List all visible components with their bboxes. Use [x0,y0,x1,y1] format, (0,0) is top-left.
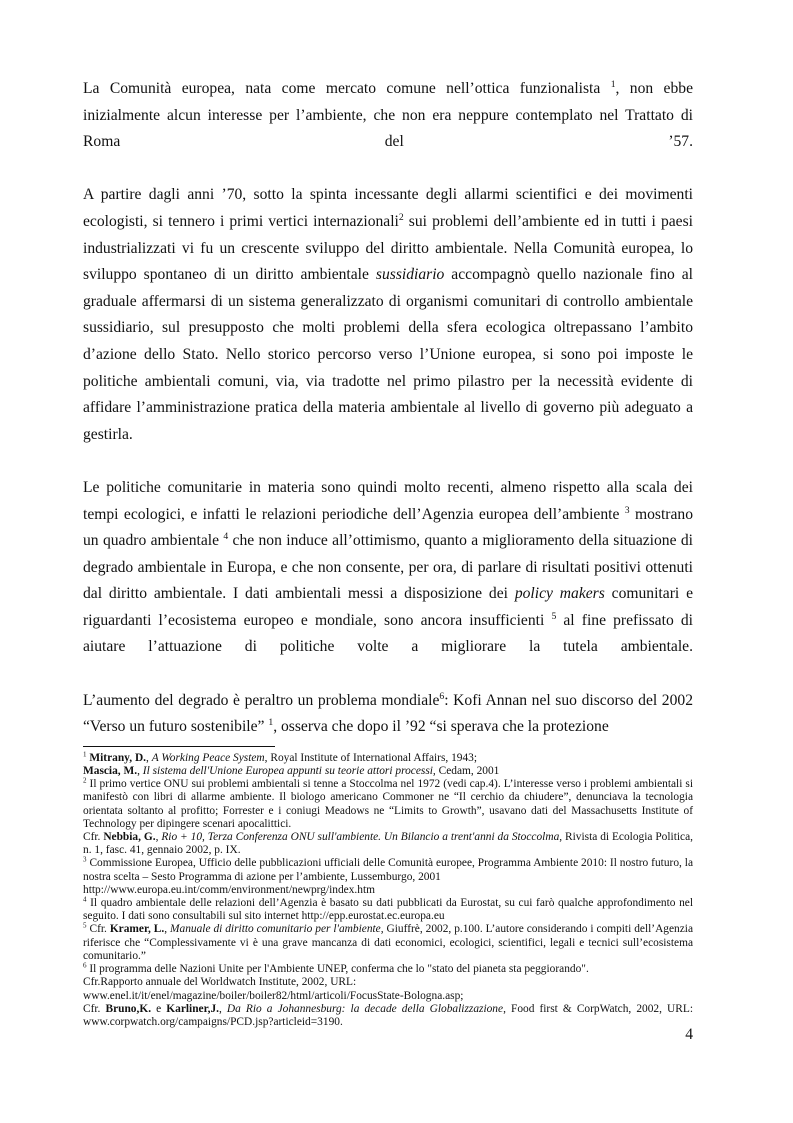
footnote-ref-2[interactable]: 2 [398,211,404,223]
footnote-4: $^4$ Il quadro ambientale delle relazioni dell’Agenzia è basato su dati pubblicati da Eurostat, su cui farò qualche approfondimento nel seguito. I dati sono consultabili sul sito internet http://epp.eurostat.ec.europa.eu [83,895,693,923]
footnote-1: $^1$ Mitrany, D., A Working Peace System, Royal Institute of International Affairs, 1943; [83,750,478,764]
footnote-6-cont: Cfr. Bruno,K. e Karliner,J., Da Rio a Johannesburg: la decade della Globalizzazione, Food first & CorpWatch, 2002, URL: www.corpwatch.org/campaigns/PCD.jsp?articleid=3190. [83,1002,693,1028]
footnote-5: $^5$ Cfr. Kramer, L., Manuale di diritto comunitario per l'ambiente, Giuffrè, 2002, p.100. L’autore considerando i compiti dell’Agenzia riferisce che “Complessivamente vi è una grave mancanza di dati economici, ecologici, scientifici, legali e tecnici sull’ecosistema comunitario.” [83,922,694,962]
emphasis-policy-makers: policy makers [514,585,605,603]
footnote-3: $^3$ Commissione Europea, Ufficio delle pubblicazioni ufficiali delle Comunità europee, Programma Ambiente 2010: Il nostro futuro, la nostra scelta – Sesto Programma di azione per l’ambiente, Lussemburgo, 2001 [83,856,693,883]
document-page [83,76,693,1029]
paragraph-4: L’aumento del degrado è peraltro un problema mondiale$^6$: Kofi Annan nel suo discorso del 2002 “Verso un futuro sostenibile” $^1$, osserva che dopo il ’92 “si sperava che la protezione [83,690,693,736]
paragraph-1: La Comunità europea, nata come mercato comune nell’ottica funzionalista $^1$, non ebbe inizialmente alcun interesse per l’ambiente, che non era neppure contemplato nel Trattato di Roma del ’57. [83,79,693,151]
footnote-ref-6[interactable]: 6 [439,690,445,702]
footnote-ref-3[interactable]: 3 [624,504,630,516]
footnote-6: $^6$ Il programma delle Nazioni Unite per l'Ambiente UNEP, conferma che lo "stato del pianeta sta peggiorando". [83,961,589,976]
footnote-divider [83,746,275,747]
footnote-6-url[interactable]: www.enel.it/it/enel/magazine/boiler/boiler82/html/articoli/FocusState-Bologna.asp; [83,989,464,1002]
footnote-ref-4[interactable]: 4 [223,531,229,543]
footnote-2-cont: Cfr. Nebbia, G., Rio + 10, Terza Conferenza ONU sull'ambiente. Un Bilancio a trent'anni da Stoccolma, Rivista di Ecologia Politica, n. 1, fasc. 41, gennaio 2002, p. IX. [83,831,693,857]
footnote-ref-1[interactable]: 1 [610,79,616,91]
footnote-3-link[interactable]: http://www.europa.eu.int/comm/environment/newprg/index.htm [83,883,375,896]
footnote-ref-7[interactable]: 1 [268,717,274,729]
footnote-1-cont: Mascia, M., Il sistema dell'Unione Europea appunti su teorie attori processi, Cedam, 2001 [83,765,500,778]
body-text [83,76,693,741]
page-number: 4 [685,1026,693,1043]
paragraph-3: Le politiche comunitarie in materia sono quindi molto recenti, almeno rispetto alla scala dei tempi ecologici, e infatti le relazioni periodiche dell’Agenzia europea dell’ambiente $^3$ mostrano un quadro ambientale $^4$ che non induce all’ottimismo, quanto a miglioramento della situazione di degrado ambientale in Europa, e che non consente, per ora, di parlare di risultati positivi ottenuti dal diritto ambientale. I dati ambientali messi a disposizione dei policy makers comunitari e riguardanti l’ecosistema europeo e mondiale, sono ancora insufficienti $^5$ al fine prefissato di aiutare l’attuazione di politiche volte a migliorare la tutela ambientale. [83,478,694,656]
footnote-2: $^2$ Il primo vertice ONU sui problemi ambientali si tenne a Stoccolma nel 1972 (vedi cap.4). L’interesse verso i problemi ambientali si manifestò con libri di allarme ambiente. Il biologo americano Commoner ne “Il cerchio da chiudere”, denunciava la tecnologia orientata soltanto al profitto; Forrester e i coniugi Meadows ne “Limits to Growth”, usavano dati del Massachusetts Institute of Technology per dipingere scenari apocalittici. [83,776,693,830]
footnote-3-url[interactable] [83,884,693,897]
emphasis-sussidiario: sussidiario [375,266,445,284]
footnote-6-source: Cfr.Rapporto annuale del Worldwatch Institute, 2002, URL: [83,976,357,989]
footnotes [83,752,693,1029]
paragraph-2: A partire dagli anni ’70, sotto la spinta incessante degli allarmi scientifici e dei movimenti ecologisti, si tennero i primi vertici internazionali$^2$ sui problemi dell’ambiente ed in tutti i paesi industrializzati vi fu un crescente sviluppo del diritto ambientale. Nella Comunità europea, lo sviluppo spontaneo di un diritto ambientale sussidiario accompagnò quello nazionale fino al graduale affermarsi di un sistema generalizzato di organismi comunitari di controllo ambientale sussidiario, sul presupposto che molti problemi della sfera ecologica oltrepassano l’ambito d’azione dello Stato. Nello storico percorso verso l’Unione europea, si sono poi imposte le politiche ambientali comuni, via, via tradotte nel primo pilastro per la necessità evidente di affidare l’amministrazione pratica della materia ambientale al livello di governo più adeguato a gestirla. [83,186,693,443]
footnote-ref-5[interactable]: 5 [551,610,557,622]
